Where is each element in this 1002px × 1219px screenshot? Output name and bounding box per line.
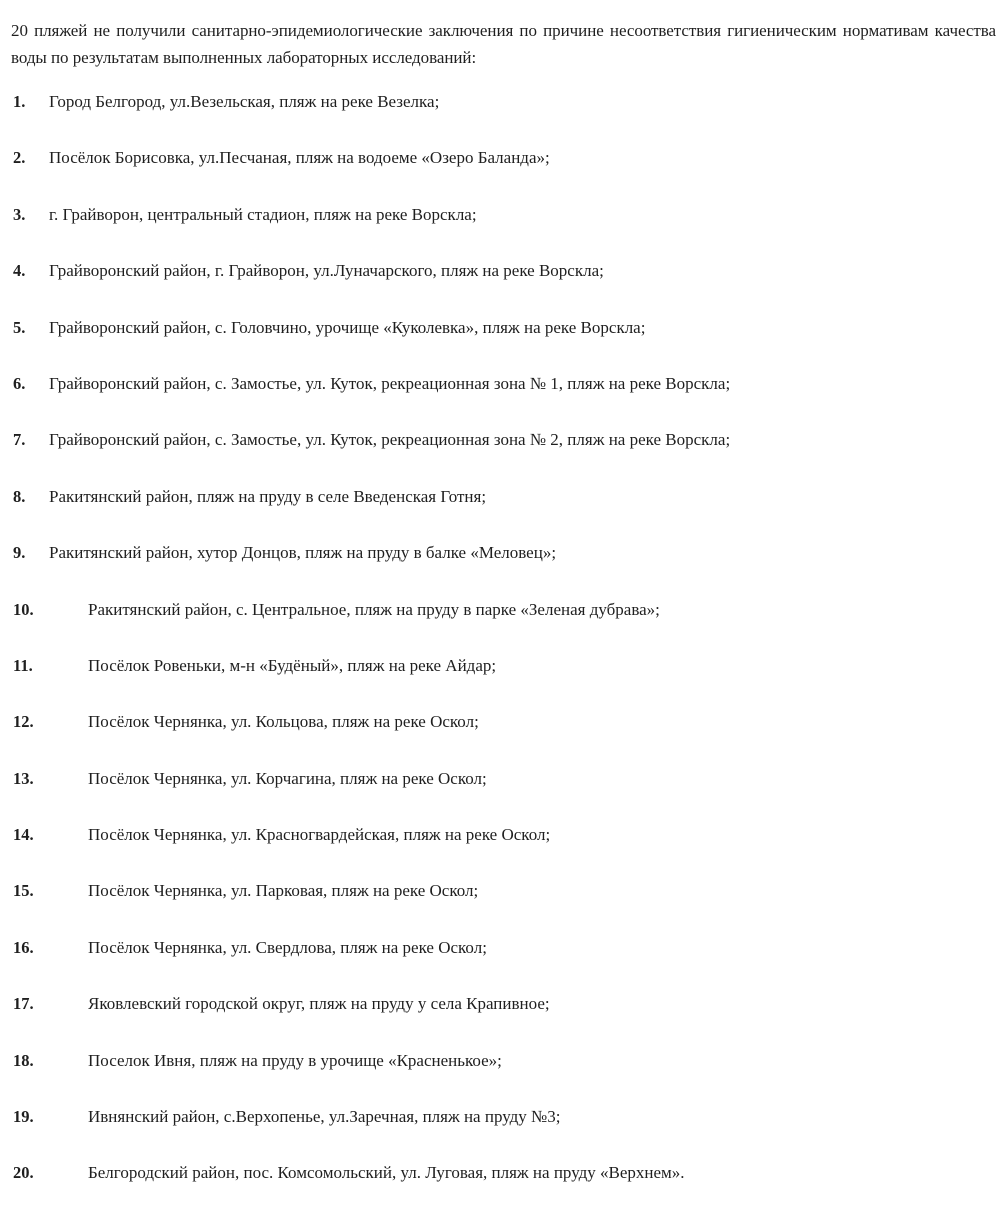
- list-item-text: Посёлок Чернянка, ул. Красногвардейская, пляж на реке Оскол;: [88, 825, 551, 845]
- list-item-number: 10.: [13, 599, 34, 619]
- list-item-number: 14.: [13, 825, 34, 845]
- list-item-number: 16.: [13, 937, 34, 957]
- list-item: [0, 147, 1002, 203]
- list-item-number: 4.: [13, 261, 26, 281]
- list-item-text: Грайворонский район, с. Замостье, ул. Куток, рекреационная зона № 2, пляж на реке Ворскла;: [49, 430, 731, 450]
- list-item-number: 20.: [13, 1163, 34, 1183]
- list-item-text: Поселок Ивня, пляж на пруду в урочище «Красненькое»;: [88, 1050, 502, 1070]
- list-item-text: Посёлок Чернянка, ул. Корчагина, пляж на реке Оскол;: [88, 768, 487, 788]
- list-item-number: 11.: [13, 655, 33, 675]
- list-item-number: 12.: [13, 712, 34, 732]
- list-item-number: 7.: [13, 430, 26, 450]
- list-item: [0, 711, 1002, 767]
- beach-list: [0, 91, 1002, 1219]
- list-item: [0, 1050, 1002, 1106]
- list-item-number: 1.: [13, 92, 26, 111]
- list-item-number: 15.: [13, 881, 34, 901]
- list-item: [0, 824, 1002, 880]
- list-item-text: Посёлок Чернянка, ул. Свердлова, пляж на реке Оскол;: [88, 937, 487, 957]
- list-item: [0, 1106, 1002, 1162]
- list-item: [0, 429, 1002, 485]
- list-item-text: Грайворонский район, г. Грайворон, ул.Луначарского, пляж на реке Ворскла;: [49, 261, 604, 281]
- list-item-text: Белгородский район, пос. Комсомольский, ул. Луговая, пляж на пруду «Верхнем».: [88, 1163, 685, 1183]
- list-item-text: Посёлок Ровеньки, м-н «Будёный», пляж на реке Айдар;: [88, 655, 497, 675]
- list-item-text: Ракитянский район, пляж на пруду в селе Введенская Готня;: [49, 486, 487, 506]
- list-item: [0, 91, 1002, 147]
- list-item-number: 18.: [13, 1050, 34, 1070]
- list-item-text: Яковлевский городской округ, пляж на пруду у села Крапивное;: [88, 994, 550, 1014]
- list-item-number: 9.: [13, 543, 26, 563]
- intro-paragraph: 20 пляжей не получили санитарно-эпидемиологические заключения по причине несоответствия гигиеническим нормативам качества воды по результатам выполненных лабораторных исследований:: [11, 21, 996, 67]
- list-item: [0, 880, 1002, 936]
- list-item: [0, 317, 1002, 373]
- list-item-text: Грайворонский район, с. Головчино, урочище «Куколевка», пляж на реке Ворскла;: [49, 317, 646, 337]
- list-item-number: 17.: [13, 994, 34, 1014]
- list-item-number: 2.: [13, 148, 26, 168]
- list-item: [0, 768, 1002, 824]
- list-item: [0, 486, 1002, 542]
- list-item-text: Город Белгород, ул.Везельская, пляж на реке Везелка;: [49, 92, 440, 111]
- list-item-number: 8.: [13, 486, 26, 506]
- list-item-text: Ракитянский район, хутор Донцов, пляж на пруду в балке «Меловец»;: [49, 543, 557, 563]
- list-item-text: г. Грайворон, центральный стадион, пляж на реке Ворскла;: [49, 204, 477, 224]
- list-item: [0, 542, 1002, 598]
- list-item: [0, 373, 1002, 429]
- list-item: [0, 599, 1002, 655]
- list-item: [0, 993, 1002, 1049]
- list-item-number: 13.: [13, 768, 34, 788]
- list-item: [0, 1162, 1002, 1218]
- list-item: [0, 204, 1002, 260]
- list-item-text: Посёлок Чернянка, ул. Парковая, пляж на реке Оскол;: [88, 881, 479, 901]
- list-item-text: Посёлок Чернянка, ул. Кольцова, пляж на реке Оскол;: [88, 712, 479, 732]
- list-item-text: Ивнянский район, с.Верхопенье, ул.Заречная, пляж на пруду №3;: [88, 1107, 561, 1127]
- list-item-number: 3.: [13, 204, 26, 224]
- list-item-number: 19.: [13, 1107, 34, 1127]
- list-item-text: Посёлок Борисовка, ул.Песчаная, пляж на водоеме «Озеро Баланда»;: [49, 148, 550, 168]
- list-item-text: Грайворонский район, с. Замостье, ул. Куток, рекреационная зона № 1, пляж на реке Ворскла;: [49, 373, 731, 393]
- list-item-number: 5.: [13, 317, 26, 337]
- list-item-text: Ракитянский район, с. Центральное, пляж на пруду в парке «Зеленая дубрава»;: [88, 599, 660, 619]
- list-item: [0, 260, 1002, 316]
- list-item: [0, 655, 1002, 711]
- list-item: [0, 937, 1002, 993]
- list-item-number: 6.: [13, 373, 26, 393]
